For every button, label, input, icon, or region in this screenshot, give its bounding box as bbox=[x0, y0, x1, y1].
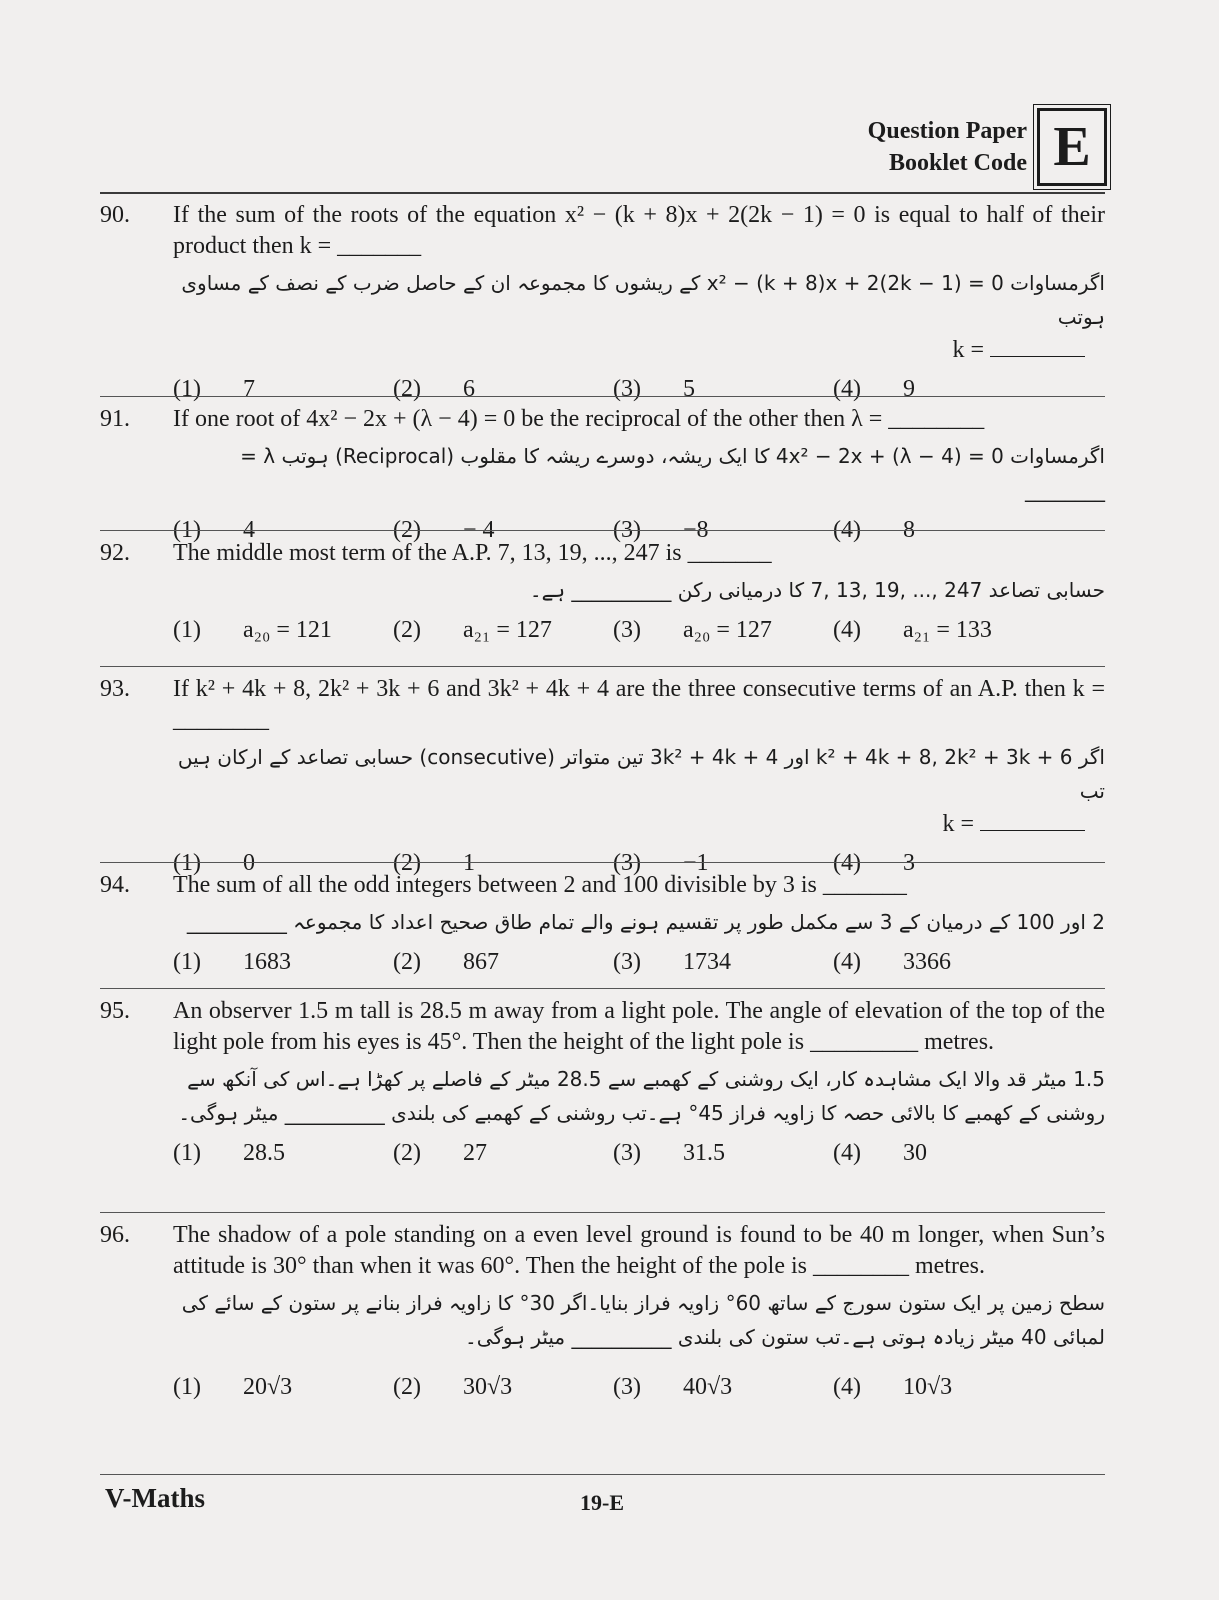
option-3 bbox=[613, 374, 833, 405]
option-label: (1) bbox=[173, 517, 201, 543]
question-number: 95. bbox=[100, 998, 130, 1024]
option-3 bbox=[613, 1372, 833, 1403]
answer-blank-label: k = bbox=[942, 811, 974, 837]
question-96 bbox=[100, 1220, 1105, 1403]
option-value: 30√3 bbox=[463, 1374, 513, 1400]
option-value: 20√3 bbox=[243, 1374, 293, 1400]
option-2 bbox=[393, 1372, 613, 1403]
option-label: (1) bbox=[173, 949, 201, 975]
option-value: a₂₁ = 127 bbox=[463, 617, 552, 643]
option-value: −1 bbox=[683, 850, 709, 876]
option-label: (3) bbox=[613, 617, 641, 643]
question-number: 90. bbox=[100, 202, 130, 228]
option-value: 40√3 bbox=[683, 1374, 733, 1400]
option-label: (3) bbox=[613, 949, 641, 975]
option-value: 6 bbox=[463, 376, 475, 402]
option-value: 3 bbox=[903, 850, 915, 876]
option-label: (1) bbox=[173, 1374, 201, 1400]
option-4 bbox=[833, 374, 1053, 405]
answer-blank bbox=[990, 334, 1085, 357]
question-94 bbox=[100, 870, 1105, 978]
option-label: (1) bbox=[173, 617, 201, 643]
option-label: (2) bbox=[393, 1140, 421, 1166]
option-value: 0 bbox=[243, 850, 255, 876]
option-value: 9 bbox=[903, 376, 915, 402]
page-number: 19-E bbox=[580, 1490, 624, 1515]
option-value: 27 bbox=[463, 1140, 487, 1166]
question-divider bbox=[100, 396, 1105, 397]
question-divider bbox=[100, 1212, 1105, 1213]
question-text-urdu: سطح زمین پر ایک ستون سورج کے ساتھ 60° زاویہ فراز بنایا۔اگر 30° کا زاویہ فراز بنانے پر ستون کے سائے کی لمبائی 40 میٹر زیادہ ہوتی ہے۔تب ستون کی بلندی __________ میٹر ہوگی۔ bbox=[181, 1291, 1105, 1349]
option-1 bbox=[173, 615, 393, 646]
option-label: (3) bbox=[613, 1374, 641, 1400]
option-3 bbox=[613, 947, 833, 978]
question-number: 94. bbox=[100, 872, 130, 898]
option-value: 1683 bbox=[243, 949, 291, 975]
option-label: (1) bbox=[173, 376, 201, 402]
question-text-urdu: حسابی تصاعد 247 ,... ,19 ,13 ,7 کا درمیانی رکن __________ ہے۔ bbox=[529, 578, 1105, 602]
option-label: (3) bbox=[613, 517, 641, 543]
option-4 bbox=[833, 947, 1053, 978]
option-label: (2) bbox=[393, 1374, 421, 1400]
question-divider bbox=[100, 988, 1105, 989]
answer-blank-label: k = bbox=[952, 337, 984, 363]
option-value: a₂₀ = 121 bbox=[243, 617, 332, 643]
option-value: 4 bbox=[243, 517, 255, 543]
option-value: 10√3 bbox=[903, 1374, 953, 1400]
option-1 bbox=[173, 947, 393, 978]
question-text-english: The middle most term of the A.P. 7, 13, 19, ..., 247 is _______ bbox=[173, 540, 772, 566]
option-value: − 4 bbox=[463, 517, 495, 543]
option-label: (2) bbox=[393, 617, 421, 643]
question-92 bbox=[100, 538, 1105, 646]
option-2 bbox=[393, 374, 613, 405]
booklet-code-box: E bbox=[1037, 108, 1107, 186]
option-value: −8 bbox=[683, 517, 709, 543]
option-label: (2) bbox=[393, 850, 421, 876]
option-value: 867 bbox=[463, 949, 499, 975]
option-value: 1 bbox=[463, 850, 475, 876]
option-label: (4) bbox=[833, 376, 861, 402]
option-label: (2) bbox=[393, 376, 421, 402]
question-93 bbox=[100, 674, 1105, 879]
question-text-urdu: اگرمساوات x² − (k + 8)x + 2(2k − 1) = 0 کے ریشوں کا مجموعہ ان کے حاصل ضرب کے نصف کے مساوی ہوتب bbox=[181, 271, 1105, 329]
question-divider bbox=[100, 530, 1105, 531]
option-label: (4) bbox=[833, 617, 861, 643]
option-label: (4) bbox=[833, 1374, 861, 1400]
option-4 bbox=[833, 1372, 1053, 1403]
footer-divider bbox=[100, 1474, 1105, 1475]
option-value: 1734 bbox=[683, 949, 731, 975]
question-number: 91. bbox=[100, 406, 130, 432]
option-1 bbox=[173, 1138, 393, 1169]
question-text-urdu: اگرمساوات 4x² − 2x + (λ − 4) = 0 کا ایک ریشہ، دوسرے ریشہ کا مقلوب (Reciprocal) ہوتب λ = ________ bbox=[240, 444, 1105, 502]
booklet-code-label bbox=[868, 115, 1027, 179]
option-2 bbox=[393, 1138, 613, 1169]
option-value: 30 bbox=[903, 1140, 927, 1166]
question-number: 96. bbox=[100, 1222, 130, 1248]
option-value: 31.5 bbox=[683, 1140, 725, 1166]
option-value: 5 bbox=[683, 376, 695, 402]
option-3 bbox=[613, 1138, 833, 1169]
option-label: (1) bbox=[173, 850, 201, 876]
question-text-english: If k² + 4k + 8, 2k² + 3k + 6 and 3k² + 4k + 4 are the three consecutive terms of an A.P. then k = ________ bbox=[173, 676, 1105, 733]
option-label: (4) bbox=[833, 517, 861, 543]
question-text-urdu: 2 اور 100 کے درمیان کے 3 سے مکمل طور پر تقسیم ہونے والے تمام طاق صحیح اعداد کا مجموعہ __________ bbox=[186, 910, 1105, 934]
option-value: 7 bbox=[243, 376, 255, 402]
header-line-2: Booklet Code bbox=[889, 150, 1027, 176]
question-text-english: The shadow of a pole standing on a even level ground is found to be 40 m longer, when Sun’s attitude is 30° than when it was 60°. Then the height of the pole is ________ metres. bbox=[173, 1222, 1105, 1279]
option-2 bbox=[393, 947, 613, 978]
question-text-english: If the sum of the roots of the equation x² − (k + 8)x + 2(2k − 1) = 0 is equal to half of their product then k = _______ bbox=[173, 202, 1105, 259]
option-label: (4) bbox=[833, 850, 861, 876]
option-4 bbox=[833, 1138, 1053, 1169]
option-label: (3) bbox=[613, 376, 641, 402]
option-label: (3) bbox=[613, 1140, 641, 1166]
subject-label: V-Maths bbox=[105, 1483, 205, 1513]
option-label: (4) bbox=[833, 949, 861, 975]
option-3 bbox=[613, 615, 833, 646]
answer-blank-line bbox=[173, 334, 1085, 366]
header-divider bbox=[100, 192, 1105, 194]
option-value: a₂₀ = 127 bbox=[683, 617, 772, 643]
option-label: (2) bbox=[393, 517, 421, 543]
option-1 bbox=[173, 374, 393, 405]
option-value: a₂₁ = 133 bbox=[903, 617, 992, 643]
question-95 bbox=[100, 996, 1105, 1169]
options-row bbox=[173, 947, 1105, 978]
question-91 bbox=[100, 404, 1105, 546]
option-label: (2) bbox=[393, 949, 421, 975]
option-value: 8 bbox=[903, 517, 915, 543]
header-line-1: Question Paper bbox=[867, 118, 1027, 144]
option-label: (3) bbox=[613, 850, 641, 876]
question-divider bbox=[100, 862, 1105, 863]
question-text-urdu: اگر k² + 4k + 8, 2k² + 3k + 6 اور 3k² + 4k + 4 تین متواتر (consecutive) حسابی تصاعد کے ارکان ہیں تب bbox=[177, 745, 1105, 803]
question-text-english: An observer 1.5 m tall is 28.5 m away from a light pole. The angle of elevation of the top of the light pole from his eyes is 45°. Then the height of the light pole is _________ metres. bbox=[173, 998, 1105, 1055]
question-divider bbox=[100, 666, 1105, 667]
options-row bbox=[173, 374, 1105, 405]
question-text-english: The sum of all the odd integers between 2 and 100 divisible by 3 is _______ bbox=[173, 872, 907, 898]
options-row bbox=[173, 1372, 1105, 1403]
booklet-code-header bbox=[868, 108, 1107, 186]
question-90 bbox=[100, 200, 1105, 405]
option-value: 28.5 bbox=[243, 1140, 285, 1166]
option-2 bbox=[393, 615, 613, 646]
question-text-english: If one root of 4x² − 2x + (λ − 4) = 0 be the reciprocal of the other then λ = ________ bbox=[173, 406, 985, 432]
options-row bbox=[173, 615, 1105, 646]
question-text-urdu: 1.5 میٹر قد والا ایک مشاہدہ کار، ایک روشنی کے کھمبے سے 28.5 میٹر کے فاصلے پر کھڑا ہے۔اس کی آنکھ سے روشنی کے کھمبے کا بالائی حصہ کا زاویہ فراز 45° ہے۔تب روشنی کے کھمبے کی بلندی __________ میٹر ہوگی۔ bbox=[178, 1067, 1105, 1125]
answer-blank bbox=[980, 808, 1085, 831]
option-4 bbox=[833, 615, 1053, 646]
question-number: 93. bbox=[100, 676, 130, 702]
option-label: (4) bbox=[833, 1140, 861, 1166]
options-row bbox=[173, 1138, 1105, 1169]
option-value: 3366 bbox=[903, 949, 951, 975]
answer-blank-line bbox=[173, 808, 1085, 840]
option-label: (1) bbox=[173, 1140, 201, 1166]
question-number: 92. bbox=[100, 540, 130, 566]
option-1 bbox=[173, 1372, 393, 1403]
